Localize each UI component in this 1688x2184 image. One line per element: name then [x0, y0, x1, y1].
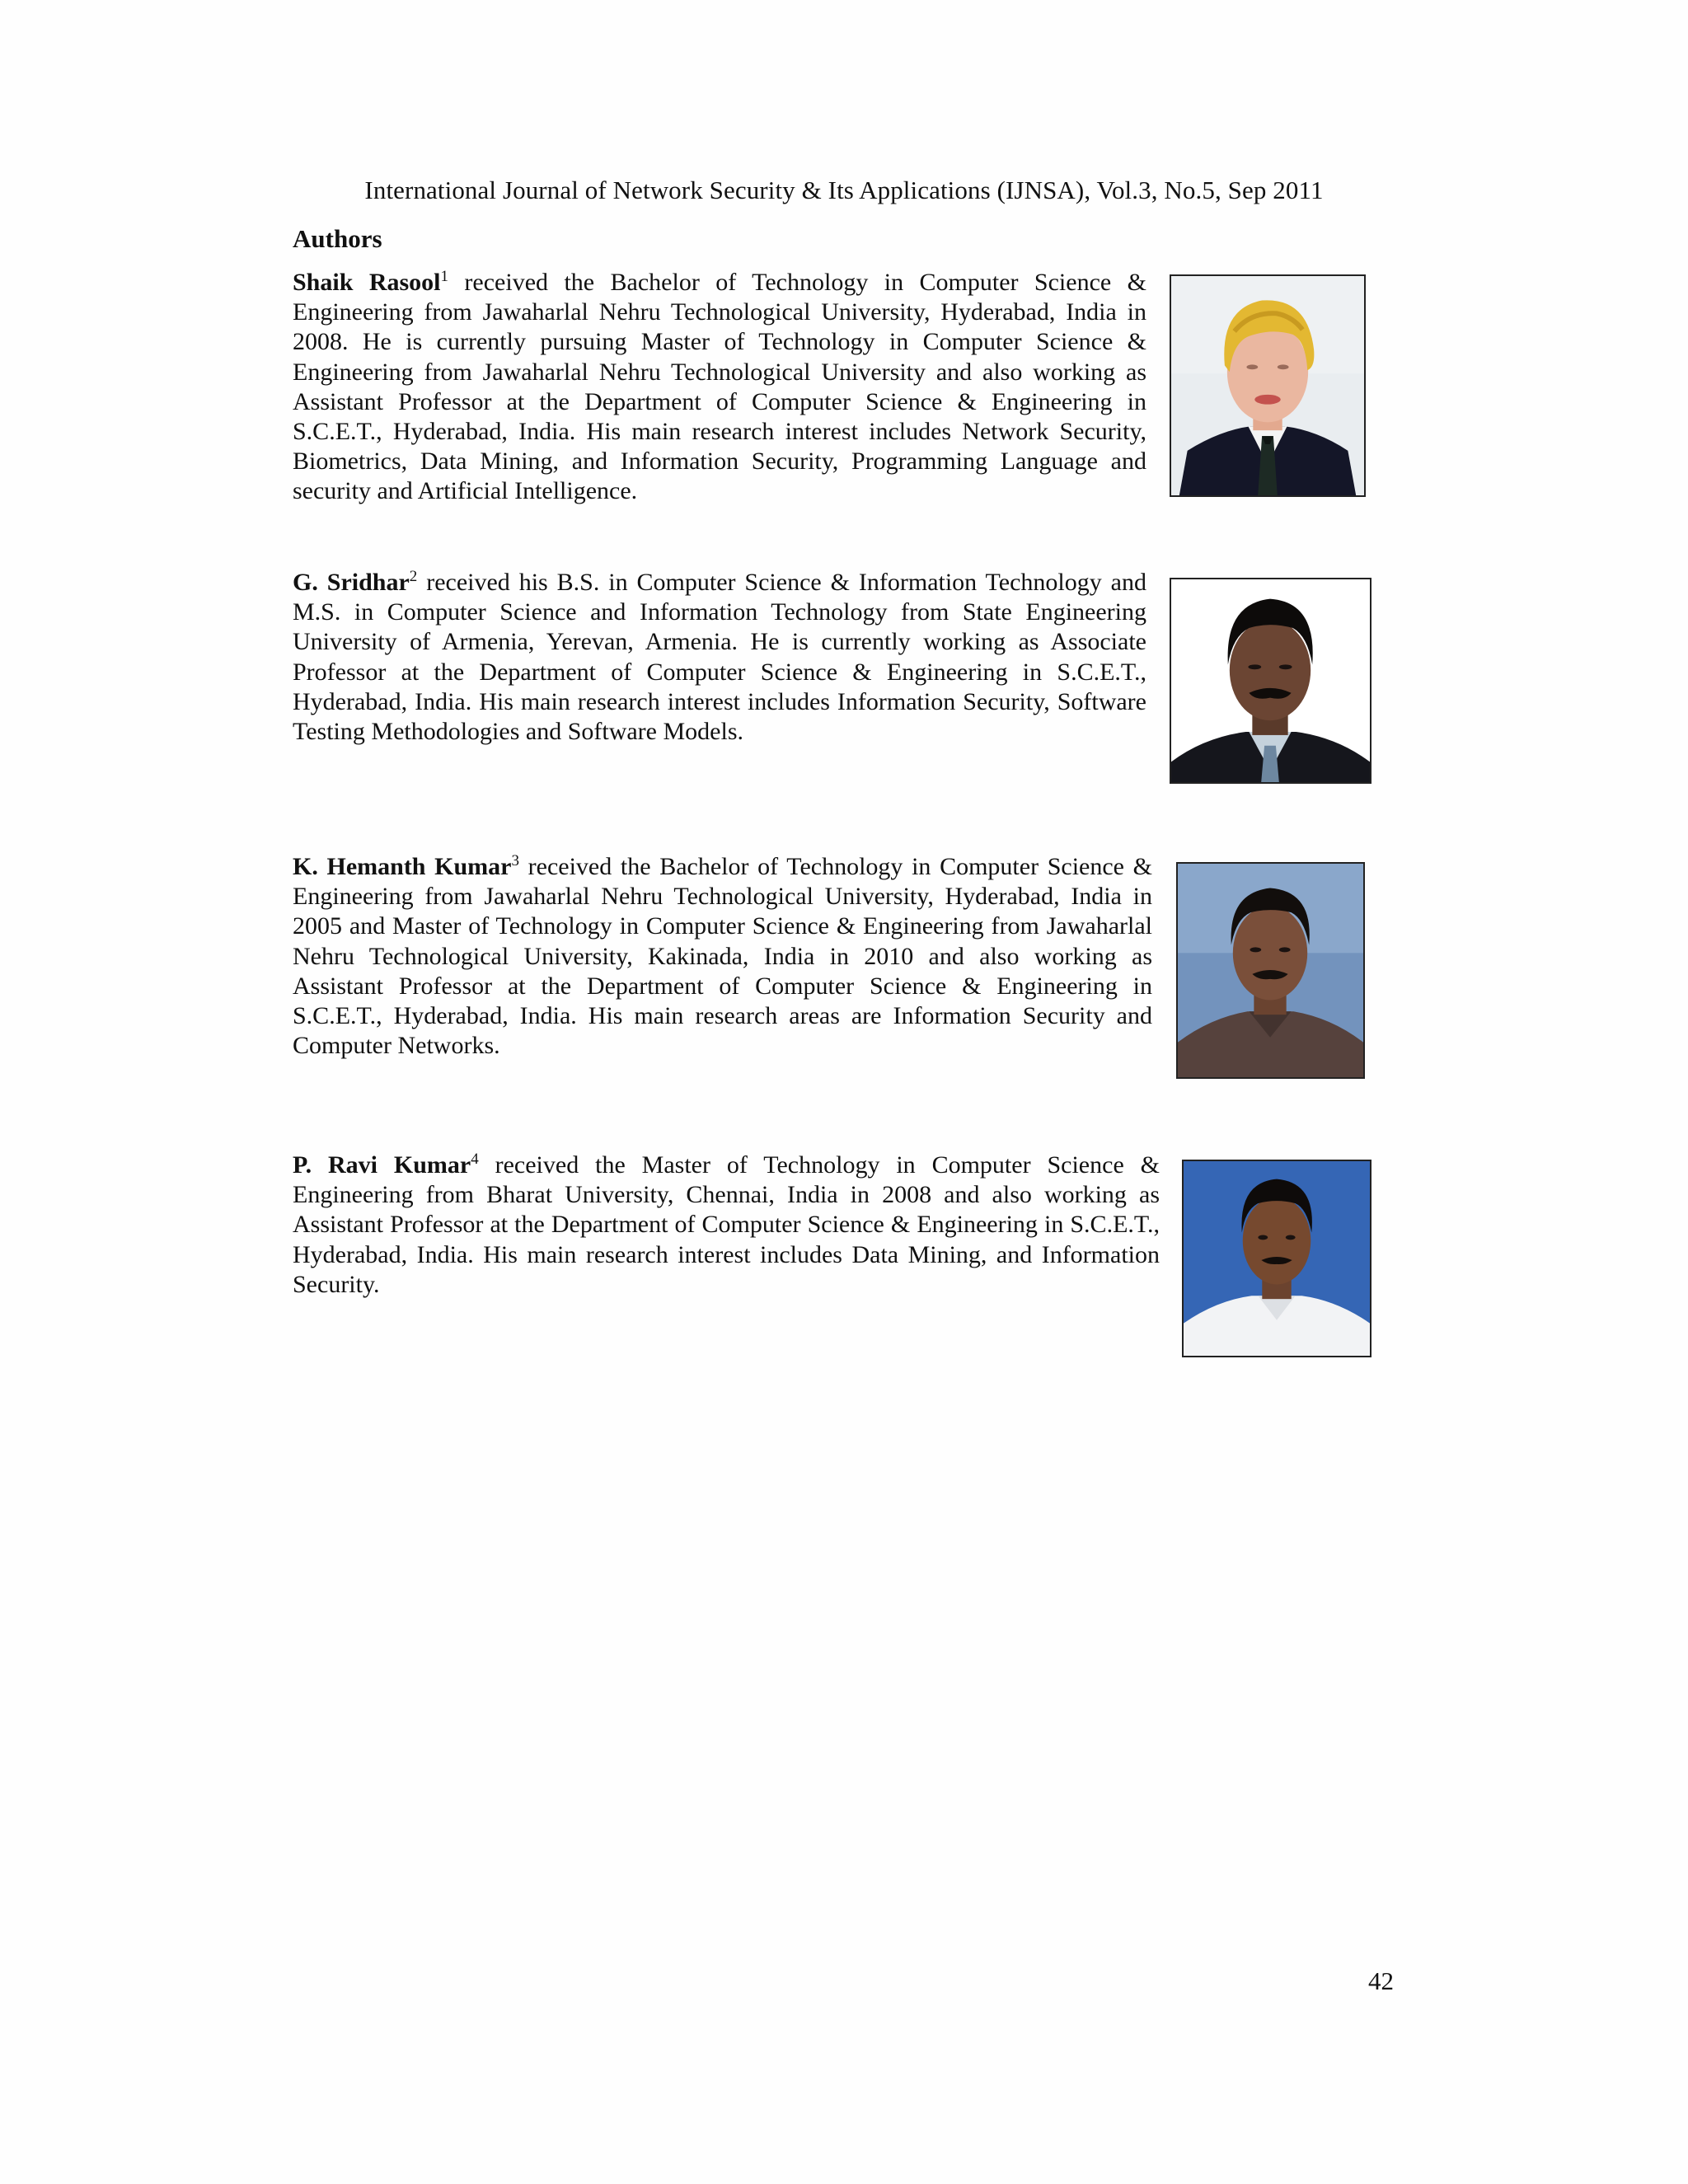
- running-header: International Journal of Network Security & Its Applications (IJNSA), Vol.3, No.5, Sep 2011: [364, 176, 1324, 204]
- affiliation-mark: 1: [440, 268, 448, 285]
- author-name: P. Ravi Kumar: [293, 1151, 471, 1179]
- author-photo: [1170, 578, 1372, 784]
- portrait-photo-k-hemanth-kumar: [1178, 864, 1363, 1077]
- author-bio: [293, 852, 1152, 1061]
- author-bio: [293, 1151, 1160, 1300]
- author-photo: [1182, 1160, 1372, 1357]
- author-photo: [1170, 274, 1366, 497]
- portrait-photo-p-ravi-kumar: [1184, 1161, 1370, 1356]
- author-bio-text: received the Bachelor of Technology in Computer Science & Engineering from Jawaharlal Nehru Technological University, Hyderabad, India in 2008. He is currently pursuing Master of Technology in Computer Science & Engineering from Jawaharlal Nehru Technological University and also working as Assistant Professor at the Department of Computer Science & Engineering in S.C.E.T., Hyderabad, India. His main research interest includes Network Security, Biometrics, Data Mining, and Information Security, Programming Language and security and Artificial Intelligence.: [293, 269, 1146, 505]
- portrait-photo-shaik-rasool: [1171, 276, 1364, 495]
- author-name: G. Sridhar: [293, 569, 410, 596]
- portrait-photo-g-sridhar: [1171, 579, 1370, 782]
- author-bio-text: received his B.S. in Computer Science & Information Technology and M.S. in Computer Science and Information Technology from State Engineering University of Armenia, Yerevan, Armenia. He is currently working as Associate Professor at the Department of Computer Science & Engineering in S.C.E.T., Hyderabad, India. His main research interest includes Information Security, Software Testing Methodologies and Software Models.: [293, 569, 1146, 746]
- affiliation-mark: 4: [471, 1151, 479, 1168]
- author-bio: [293, 268, 1146, 507]
- author-bio-text: received the Bachelor of Technology in Computer Science & Engineering from Jawaharlal Nehru Technological University, Hyderabad, India in 2005 and Master of Technology in Computer Science & Engineering from Jawaharlal Nehru Technological University, Kakinada, India in 2010 and also working as Assistant Professor at the Department of Computer Science & Engineering in S.C.E.T., Hyderabad, India. His main research areas are Information Security and Computer Networks.: [293, 853, 1152, 1060]
- author-name: K. Hemanth Kumar: [293, 853, 512, 880]
- author-name: Shaik Rasool: [293, 269, 441, 296]
- section-heading: Authors: [293, 224, 382, 253]
- author-photo: [1176, 862, 1365, 1079]
- author-bio: [293, 568, 1146, 747]
- affiliation-mark: 3: [511, 852, 519, 869]
- author-bio-text: received the Master of Technology in Computer Science & Engineering from Bharat University, Chennai, India in 2008 and also working as Assistant Professor at the Department of Computer Science & Engineering in S.C.E.T., Hyderabad, India. His main research interest includes Data Mining, and Information Security.: [293, 1151, 1160, 1298]
- affiliation-mark: 2: [409, 568, 418, 585]
- page-number: 42: [1368, 1966, 1394, 1995]
